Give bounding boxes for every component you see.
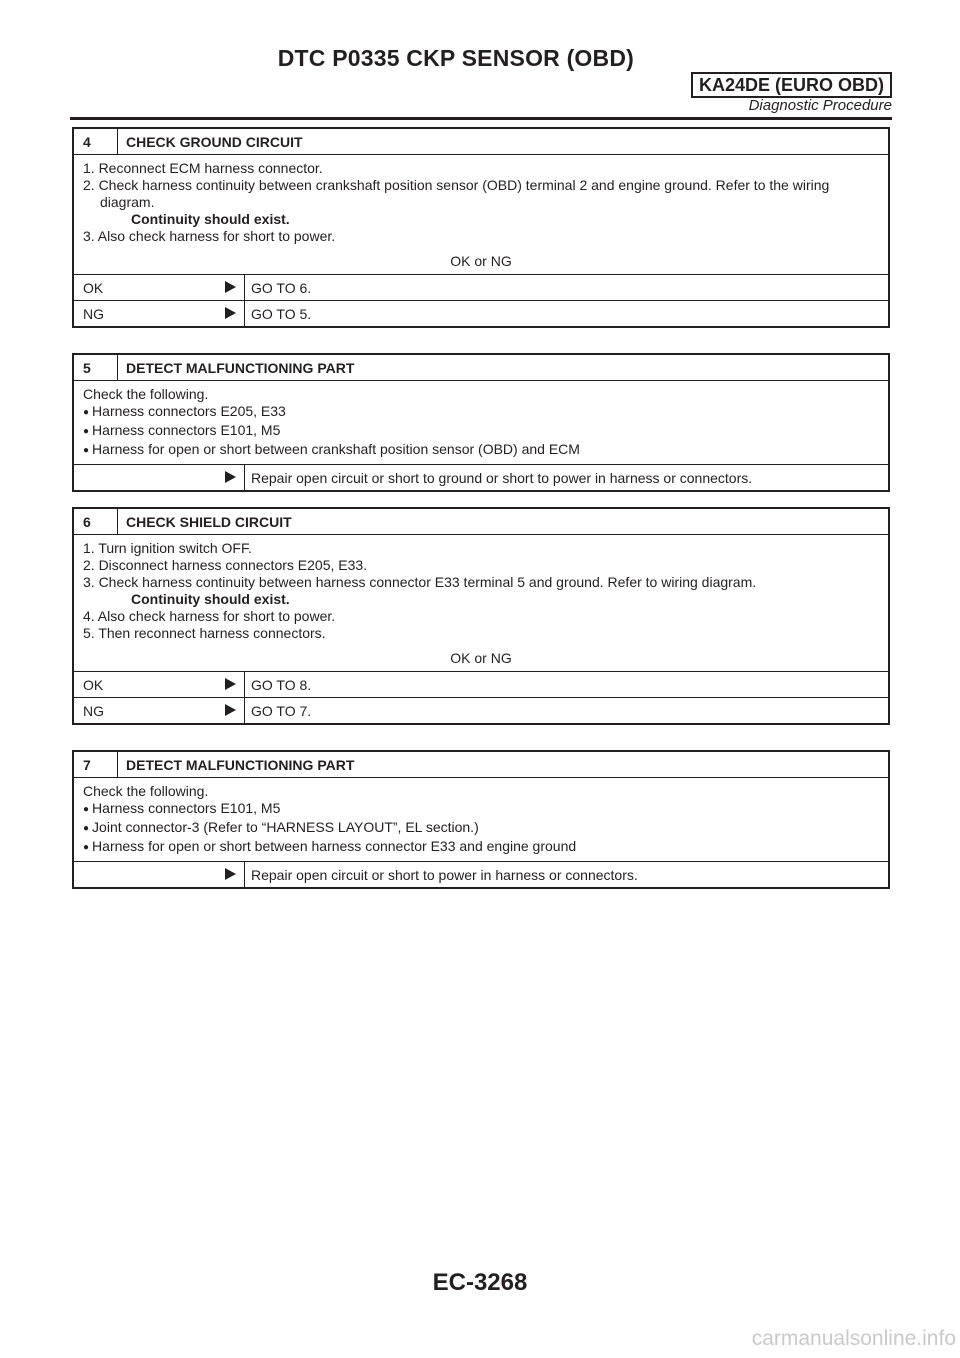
step-body xyxy=(74,777,888,861)
result-action: GO TO 8. xyxy=(244,672,311,697)
bullet-item: ● Harness connectors E101, M5 xyxy=(83,800,879,819)
bullet-item: ● Harness connectors E101, M5 xyxy=(83,422,879,441)
engine-badge: KA24DE (EURO OBD) xyxy=(691,72,892,98)
arrow-right-icon xyxy=(225,678,236,690)
step-body xyxy=(74,534,888,671)
result-label: NG xyxy=(83,305,104,322)
step-number: 6 xyxy=(74,509,118,534)
result-action: GO TO 6. xyxy=(244,275,311,300)
result-action: Repair open circuit or short to power in harness or connectors. xyxy=(244,862,638,887)
bullet-item: ● Harness for open or short between crankshaft position sensor (OBD) and ECM xyxy=(83,441,879,460)
step-number: 5 xyxy=(74,355,118,380)
page-number: EC-3268 xyxy=(432,1269,528,1296)
result-row xyxy=(74,671,888,697)
step-title: DETECT MALFUNCTIONING PART xyxy=(126,756,355,773)
instruction-line: 4. Also check harness for short to power. xyxy=(83,608,336,624)
bullet-item: ● Harness connectors E205, E33 xyxy=(83,403,879,422)
section-subtitle: Diagnostic Procedure xyxy=(748,97,892,114)
instruction-line: 1. Turn ignition switch OFF. xyxy=(83,540,252,556)
spec-line: Continuity should exist. xyxy=(131,211,290,227)
step-6-table xyxy=(72,507,890,725)
bullet-item: ● Harness for open or short between harness connector E33 and engine ground xyxy=(83,838,879,857)
step-7-table xyxy=(72,750,890,889)
result-label: NG xyxy=(83,702,104,719)
page-header xyxy=(70,37,892,117)
header-rule xyxy=(70,117,892,120)
step-title-row xyxy=(74,752,888,777)
result-row xyxy=(74,300,888,326)
step-title: CHECK SHIELD CIRCUIT xyxy=(126,513,292,530)
instruction-line: 3. Also check harness for short to power. xyxy=(83,228,336,244)
bullet-item: ● Joint connector-3 (Refer to “HARNESS LAYOUT”, EL section.) xyxy=(83,819,879,838)
instruction-line: 5. Then reconnect harness connectors. xyxy=(83,625,326,641)
step-5-table xyxy=(72,353,890,492)
step-4-table xyxy=(72,127,890,328)
instruction-line: 3. Check harness continuity between harness connector E33 terminal 5 and ground. Refer to wiring diagram. xyxy=(83,574,757,590)
result-action: Repair open circuit or short to ground or short to power in harness or connectors. xyxy=(244,465,752,490)
step-title-row xyxy=(74,355,888,380)
step-body xyxy=(74,154,888,274)
result-action: GO TO 7. xyxy=(244,698,311,723)
arrow-right-icon xyxy=(225,281,236,293)
result-row xyxy=(74,464,888,490)
step-title-row xyxy=(74,129,888,154)
step-number: 7 xyxy=(74,752,118,777)
page-title: DTC P0335 CKP SENSOR (OBD) xyxy=(277,45,634,71)
result-row xyxy=(74,861,888,887)
instruction-line: 1. Reconnect ECM harness connector. xyxy=(83,160,323,176)
result-label: OK xyxy=(83,279,104,296)
instruction-line: Check the following. xyxy=(83,386,209,402)
result-row xyxy=(74,274,888,300)
ok-or-ng-label: OK or NG xyxy=(450,253,512,269)
spec-line: Continuity should exist. xyxy=(131,591,290,607)
arrow-right-icon xyxy=(225,704,236,716)
instruction-line: 2. Disconnect harness connectors E205, E33. xyxy=(83,557,368,573)
step-title: CHECK GROUND CIRCUIT xyxy=(126,133,303,150)
instruction-line: diagram. xyxy=(100,194,155,210)
result-row xyxy=(74,697,888,723)
step-title: DETECT MALFUNCTIONING PART xyxy=(126,359,355,376)
result-label: OK xyxy=(83,676,104,693)
watermark: carmanualsonline.info xyxy=(751,1327,956,1350)
step-number: 4 xyxy=(74,129,118,154)
ok-or-ng-label: OK or NG xyxy=(450,650,512,666)
arrow-right-icon xyxy=(225,868,236,880)
instruction-line: 2. Check harness continuity between crankshaft position sensor (OBD) terminal 2 and engine ground. Refer to the wiring xyxy=(83,177,830,193)
arrow-right-icon xyxy=(225,307,236,319)
instruction-line: Check the following. xyxy=(83,783,209,799)
step-title-row xyxy=(74,509,888,534)
arrow-right-icon xyxy=(225,471,236,483)
step-body xyxy=(74,380,888,464)
result-action: GO TO 5. xyxy=(244,301,311,326)
